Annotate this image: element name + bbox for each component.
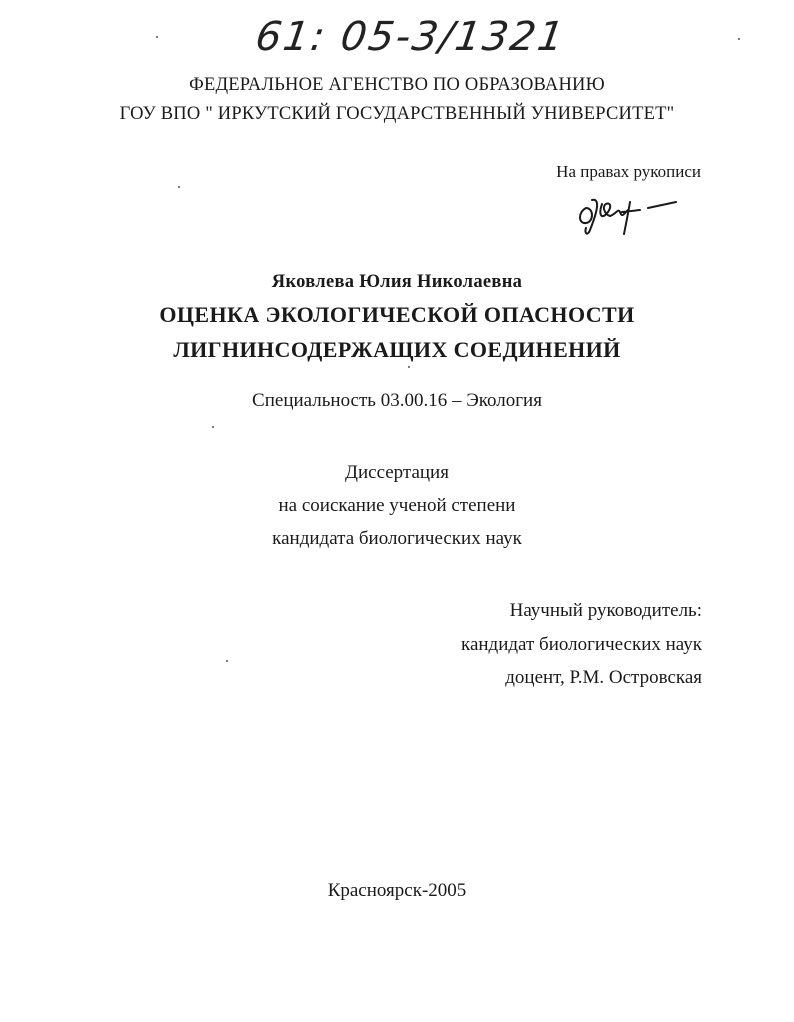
university-line: ГОУ ВПО " ИРКУТСКИЙ ГОСУДАРСТВЕННЫЙ УНИВЕРСИТЕТ" [119, 104, 675, 124]
signature-icon [572, 190, 682, 240]
scan-speck [178, 186, 180, 188]
scan-speck [156, 36, 158, 38]
author-name: Яковлева Юлия Николаевна [271, 272, 523, 292]
dissertation-title-line-2: ЛИГНИНСОДЕРЖАЩИХ СОЕДИНЕНИЙ [173, 337, 621, 362]
scan-speck [738, 38, 740, 40]
specialty-line: Специальность 03.00.16 – Экология [252, 390, 542, 411]
dissertation-title-line-1: ОЦЕНКА ЭКОЛОГИЧЕСКОЙ ОПАСНОСТИ [159, 302, 635, 327]
scan-speck [212, 426, 214, 428]
archive-number-handwritten: 61: 05-3/1321 [252, 14, 569, 60]
supervisor-name: доцент, Р.М. Островская [505, 667, 702, 688]
city-year: Красноярск-2005 [327, 880, 467, 901]
degree-purpose-line: на соискание ученой степени [278, 495, 516, 516]
scan-speck [226, 660, 228, 662]
scan-speck [408, 366, 410, 368]
dissertation-label: Диссертация [345, 462, 449, 483]
manuscript-rights-label: На правах рукописи [556, 162, 701, 181]
agency-line: ФЕДЕРАЛЬНОЕ АГЕНСТВО ПО ОБРАЗОВАНИЮ [189, 75, 605, 95]
supervisor-degree: кандидат биологических наук [461, 634, 702, 655]
supervisor-label: Научный руководитель: [509, 600, 702, 621]
degree-name-line: кандидата биологических наук [272, 528, 522, 549]
